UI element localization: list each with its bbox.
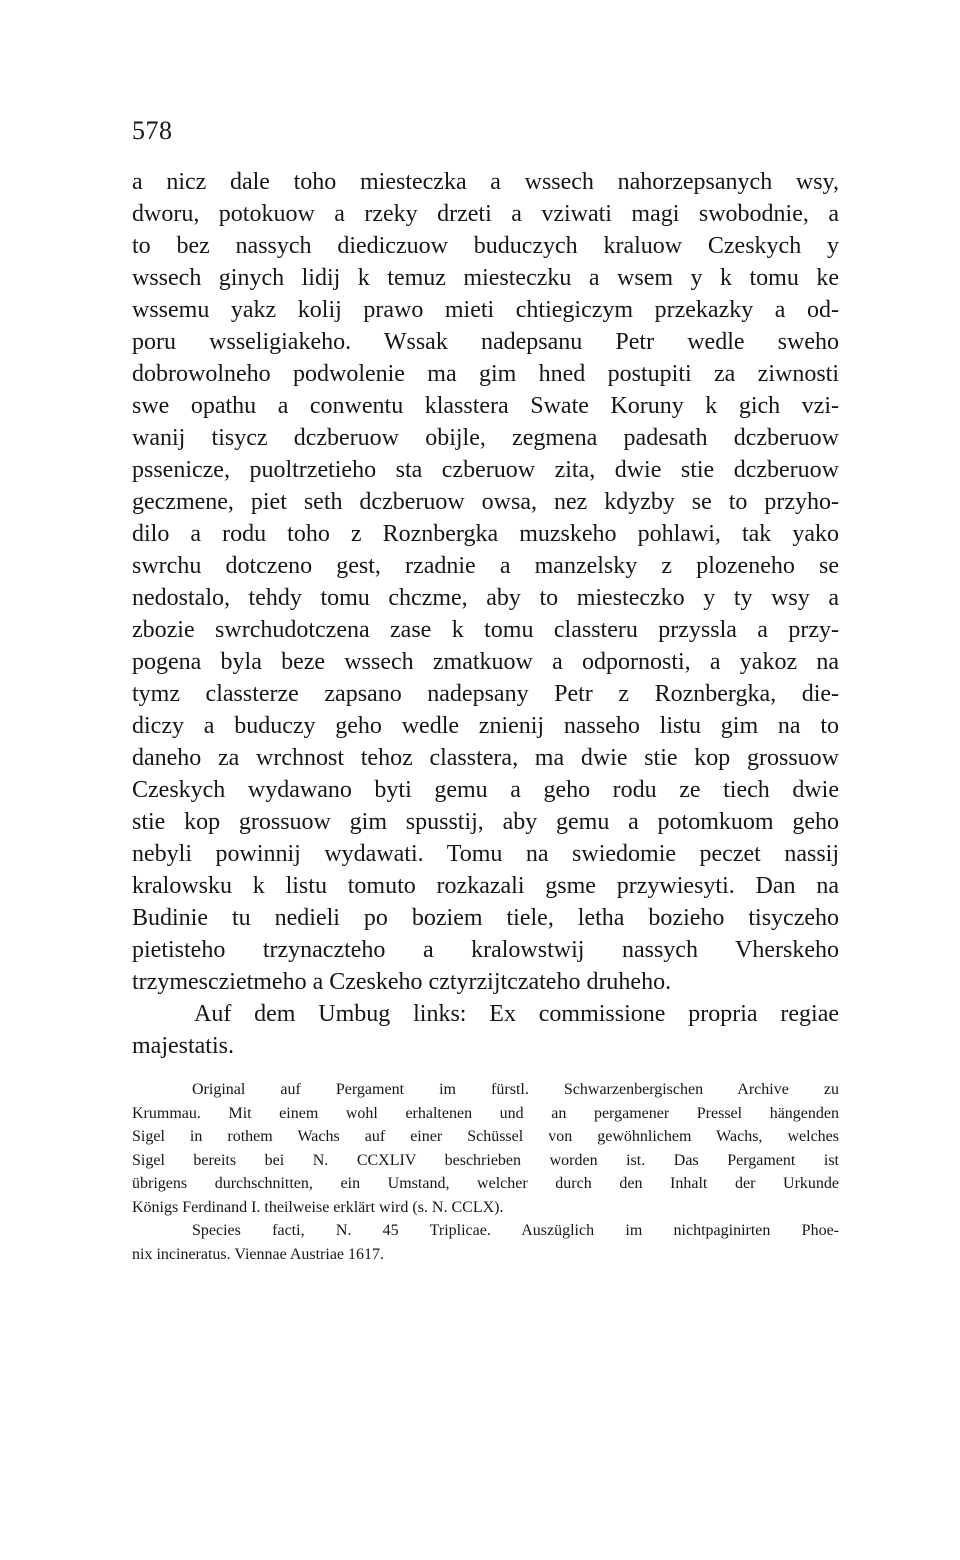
footnote-line: nix incineratus. Viennae Austriae 1617. (132, 1245, 385, 1263)
text-line: pssenicze, puoltrzetieho sta czberuow zita, dwie stie dczberuow (132, 457, 839, 483)
text-line: trzymesczietmeho a Czeskeho cztyrzijtczateho druheho. (132, 969, 672, 995)
text-line: kralowsku k listu tomuto rozkazali gsme przywiesyti. Dan na (132, 873, 839, 899)
text-line: Czeskych wydawano byti gemu a geho rodu ze tiech dwie (132, 777, 839, 803)
footnote-line: Sigel bereits bei N. CCXLIV beschrieben worden ist. Das Pergament ist (132, 1151, 839, 1169)
text-line: wssemu yakz kolij prawo mieti chtiegiczym przekazky a od- (132, 297, 839, 323)
text-line: Auf dem Umbug links: Ex commissione propria regiae (194, 1001, 839, 1027)
footnote-line: übrigens durchschnitten, ein Umstand, welcher durch den Inhalt der Urkunde (132, 1175, 839, 1192)
text-line: pogena byla beze wssech zmatkuow a odpornosti, a yakoz na (132, 649, 839, 675)
footnote (132, 1078, 839, 1266)
text-line: pietisteho trzynaczteho a kralowstwij nassych Vherskeho (132, 937, 839, 963)
page-number: 578 (132, 116, 173, 145)
footnote-line: Species facti, N. 45 Triplicae. Auszüglich im nichtpaginirten Phoe- (192, 1222, 839, 1239)
text-line: wssech ginych lidij k temuz miesteczku a wsem y k tomu ke (132, 265, 839, 291)
text-line: swe opathu a conwentu klasstera Swate Koruny k gich vzi- (132, 393, 839, 419)
text-line: wanij tisycz dczberuow obijle, zegmena padesath dczberuow (132, 425, 839, 451)
text-line: dilo a rodu toho z Roznbergka muzskeho pohlawi, tak yako (132, 521, 839, 547)
text-line: stie kop grossuow gim spusstij, aby gemu a potomkuom geho (132, 809, 839, 835)
footnote-line: Sigel in rothem Wachs auf einer Schüssel von gewöhnlichem Wachs, welches (132, 1128, 839, 1145)
text-line: dobrowolneho podwolenie ma gim hned postupiti za ziwnosti (132, 361, 839, 387)
text-line: nedostalo, tehdy tomu chczme, aby to miesteczko y ty wsy a (132, 585, 839, 611)
footnote-line: Krummau. Mit einem wohl erhaltenen und an pergamener Pressel hängenden (132, 1104, 839, 1122)
text-line: daneho za wrchnost tehoz classtera, ma dwie stie kop grossuow (132, 745, 839, 771)
text-line: nebyli powinnij wydawati. Tomu na swiedomie peczet nassij (132, 841, 839, 867)
text-line: diczy a buduczy geho wedle znienij nasseho listu gim na to (132, 713, 839, 739)
text-line: majestatis. (132, 1033, 234, 1059)
text-line: swrchu dotczeno gest, rzadnie a manzelsky z plozeneho se (132, 553, 839, 579)
text-line: a nicz dale toho miesteczka a wssech nahorzepsanych wsy, (132, 169, 839, 195)
text-line: dworu, potokuow a rzeky drzeti a vziwati magi swobodnie, a (132, 201, 839, 227)
text-line: to bez nassych diediczuow buduczych kraluow Czeskych y (132, 233, 839, 259)
text-line: Budinie tu nedieli po boziem tiele, letha bozieho tisyczeho (132, 905, 839, 931)
main-text (132, 166, 839, 1062)
text-line: tymz classterze zapsano nadepsany Petr z Roznbergka, die- (132, 681, 839, 707)
footnote-line: Original auf Pergament im fürstl. Schwarzenbergischen Archive zu (192, 1081, 839, 1098)
text-line: geczmene, piet seth dczberuow owsa, nez kdyzby se to przyho- (132, 489, 839, 515)
footnote-line: Königs Ferdinand I. theilweise erklärt wird (s. N. CCLX). (132, 1198, 504, 1216)
text-line: zbozie swrchudotczena zase k tomu classteru przyssla a przy- (132, 617, 839, 643)
text-line: poru wsseligiakeho. Wssak nadepsanu Petr wedle sweho (132, 329, 839, 355)
